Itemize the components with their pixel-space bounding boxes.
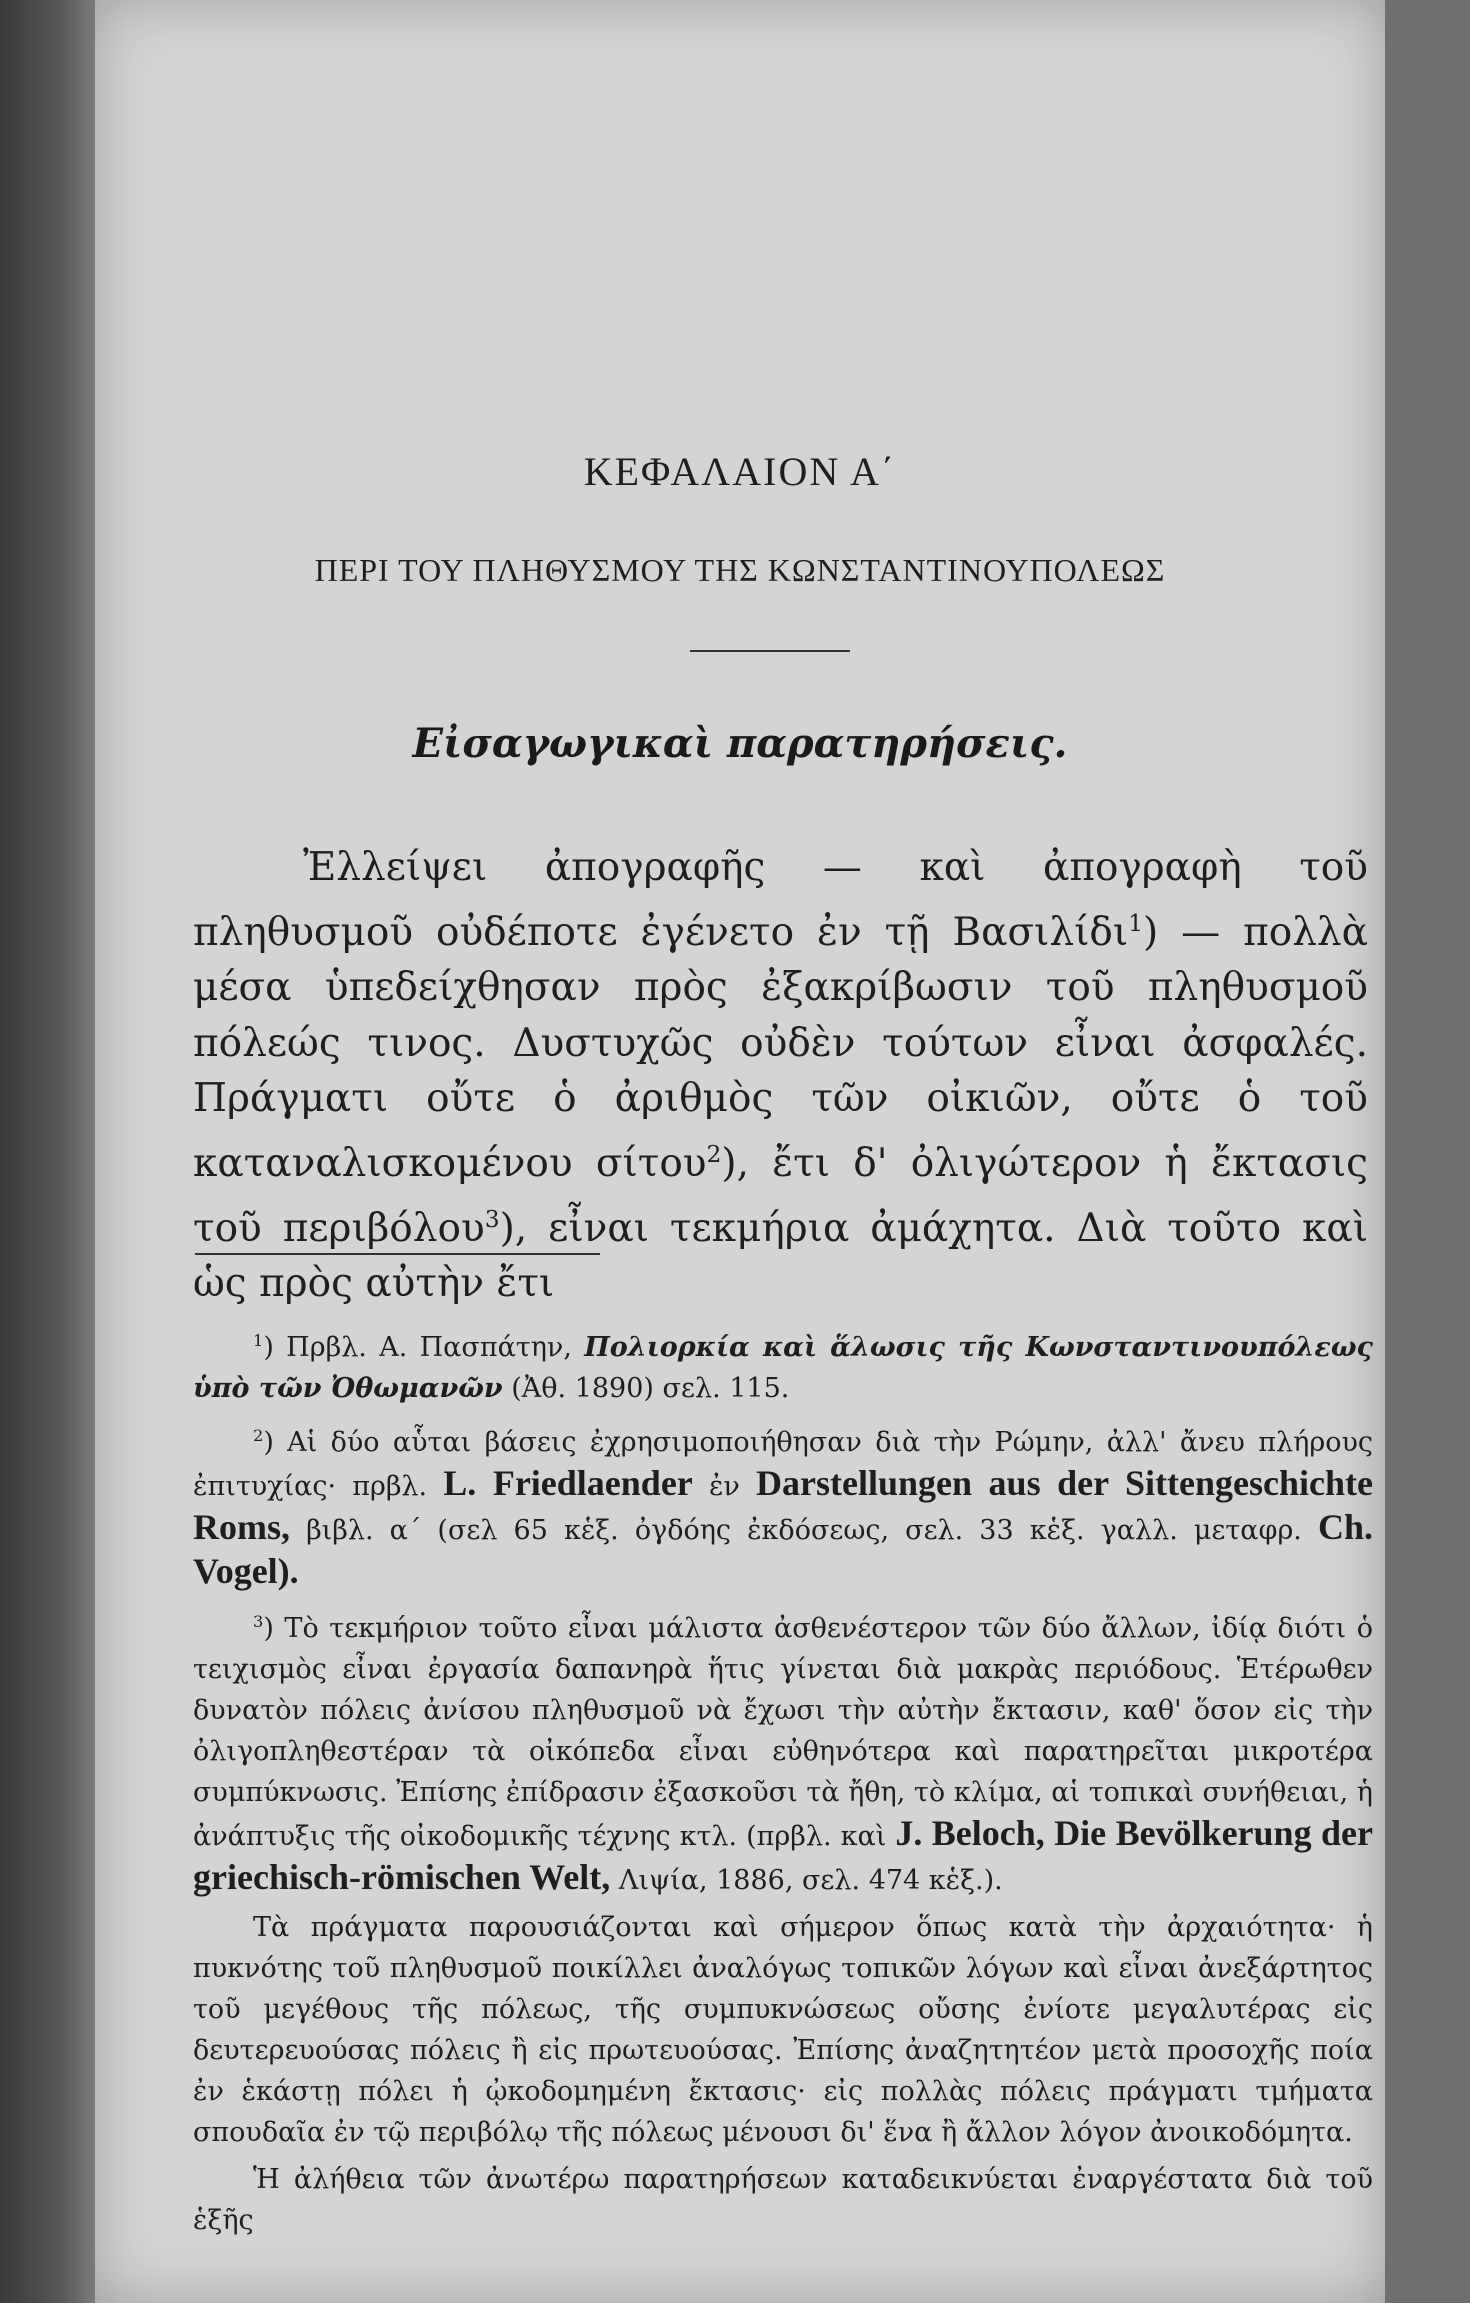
footnote-ref-3: 3 <box>484 1204 500 1233</box>
footnote-book-title: Πολιορκία καὶ ἅλωσις τῆς Κωνσταντινουπόλεως ὑπὸ τῶν Ὀθωμανῶν <box>193 1332 1373 1404</box>
footnote-divider <box>195 1253 600 1255</box>
footnote-text: ἐν <box>708 1471 740 1502</box>
chapter-subtitle: ΠΕΡΙ ΤΟΥ ΠΛΗΘΥΣΜΟΥ ΤΗΣ ΚΩΝΣΤΑΝΤΙΝΟΥΠΟΛΕΩΣ <box>314 552 1166 588</box>
book-page <box>95 0 1385 2303</box>
footnote-2 <box>193 1415 1373 1595</box>
footnote-number: 3 <box>253 1612 264 1631</box>
footnote-ref-1: 1 <box>1128 908 1144 937</box>
footnote-1 <box>193 1320 1373 1409</box>
footnote-book-title: Darstellungen aus der Sittengeschichte Roms, <box>193 1463 1373 1547</box>
footnote-text: ) Αἱ δύο αὗται βάσεις ἐχρησιμοποιήθησαν διὰ τὴν Ρώμην, ἀλλ' ἄνευ πλήρους ἐπιτυχίας· πρβλ. <box>193 1427 1373 1502</box>
book-spine-shadow <box>0 0 95 2303</box>
footnote-paragraph-continued: Ἡ ἀλήθεια τῶν ἀνωτέρω παρατηρήσεων καταδεικνύεται ἐναργέστατα διὰ τοῦ ἑξῆς <box>193 2164 1373 2236</box>
footnote-text: βιβλ. α΄ (σελ 65 κἑξ. ὀγδόης ἐκδόσεως, σελ. 33 κἑξ. γαλλ. μεταφρ. <box>306 1515 1302 1546</box>
body-text-4: ), εἶναι τεκμήρια ἀμάχητα. Διὰ τοῦτο καὶ ὡς πρὸς αὐτὴν ἔτι <box>193 1205 1368 1307</box>
footnote-3 <box>193 1601 1373 1901</box>
main-paragraph <box>193 840 1368 1312</box>
footnote-text: ) Πρβλ. Α. Πασπάτην, <box>263 1332 572 1363</box>
footnote-number: 1 <box>253 1331 264 1350</box>
footnote-text: (Ἀθ. 1890) σελ. 115. <box>511 1373 790 1404</box>
footnote-text: Λιψία, 1886, σελ. 474 κἑξ.). <box>618 1865 1003 1896</box>
chapter-title: ΚΕΦΑΛΑΙΟΝ Α΄ <box>583 449 897 494</box>
footnote-translator: Ch. Vogel). <box>193 1507 1373 1591</box>
footnote-author: L. Friedlaender <box>443 1463 693 1503</box>
title-divider <box>690 650 850 652</box>
footnotes <box>193 1320 1373 2247</box>
section-heading: Εἰσαγωγικαὶ παρατηρήσεις. <box>412 720 1068 767</box>
footnote-text: ) Τὸ τεκμήριον τοῦτο εἶναι μάλιστα ἀσθενέστερον τῶν δύο ἄλλων, ἰδίᾳ διότι ὁ τειχισμὸς εἶναι ἐργασία δαπανηρὰ ἥτις γίνεται διὰ μακρὰς περιόδους. Ἑτέρωθεν δυνατὸν πόλεις ἀνίσου πληθυσμοῦ νὰ ἔχωσι τὴν αὐτὴν ἔκτασιν, καθ' ὅσον εἰς τὴν ὀλιγοπληθεστέραν τὰ οἰκόπεδα εἶναι εὐθηνότερα καὶ παρατηρεῖται μικροτέρα συμπύκνωσις. Ἐπίσης ἐπίδρασιν ἐξασκοῦσι τὰ ἤθη, τὸ κλίμα, αἱ τοπικαὶ συνήθειαι, ἡ ἀνάπτυξις τῆς οἰκοδομικῆς τέχνης κτλ. (πρβλ. καὶ <box>193 1613 1373 1852</box>
body-text-1: Ἐλλείψει ἀπογραφῆς — καὶ ἀπογραφὴ τοῦ πληθυσμοῦ οὐδέποτε ἐγένετο ἐν τῇ Βασιλίδι <box>193 845 1368 955</box>
footnote-paragraph: Τὰ πράγματα παρουσιάζονται καὶ σήμερον ὅπως κατὰ τὴν ἀρχαιότητα· ἡ πυκνότης τοῦ πληθυσμοῦ ποικίλλει ἀναλόγως τοπικῶν λόγων καὶ εἶναι ἀνεξάρτητος τοῦ μεγέθους τῆς πόλεως, τῆς συμπυκνώσεως οὔσης ἐνίοτε μεγαλυτέρας εἰς δευτερευούσας πόλεις ἢ εἰς πρωτευούσας. Ἐπίσης ἀναζητητέον μετὰ προσοχῆς ποία ἐν ἑκάστῃ πόλει ἡ ᾠκοδομημένη ἔκτασις· εἰς πολλὰς πόλεις πράγματι τμήματα σπουδαῖα ἐν τῷ περιβόλῳ τῆς πόλεως μένουσι δι' ἕνα ἢ ἄλλον λόγον ἀνοικοδόμητα. <box>193 1912 1373 2148</box>
body-text-3: ), ἔτι δ' ὀλιγώτερον ἡ ἔκτασις τοῦ περιβόλου <box>193 1140 1368 1251</box>
footnote-number: 2 <box>253 1426 264 1445</box>
footnote-book-title: J. Beloch, Die Bevölkerung der griechisch-römischen Welt, <box>193 1813 1373 1897</box>
body-text-2: ) — πολλὰ μέσα ὑπεδείχθησαν πρὸς ἐξακρίβωσιν τοῦ πληθυσμοῦ πόλεώς τινος. Δυστυχῶς οὐδὲν τούτων εἶναι ἀσφαλές. Πράγματι οὔτε ὁ ἀριθμὸς τῶν οἰκιῶν, οὔτε ὁ τοῦ καταναλισκομένου σίτου <box>193 909 1368 1186</box>
footnote-ref-2: 2 <box>706 1139 722 1168</box>
